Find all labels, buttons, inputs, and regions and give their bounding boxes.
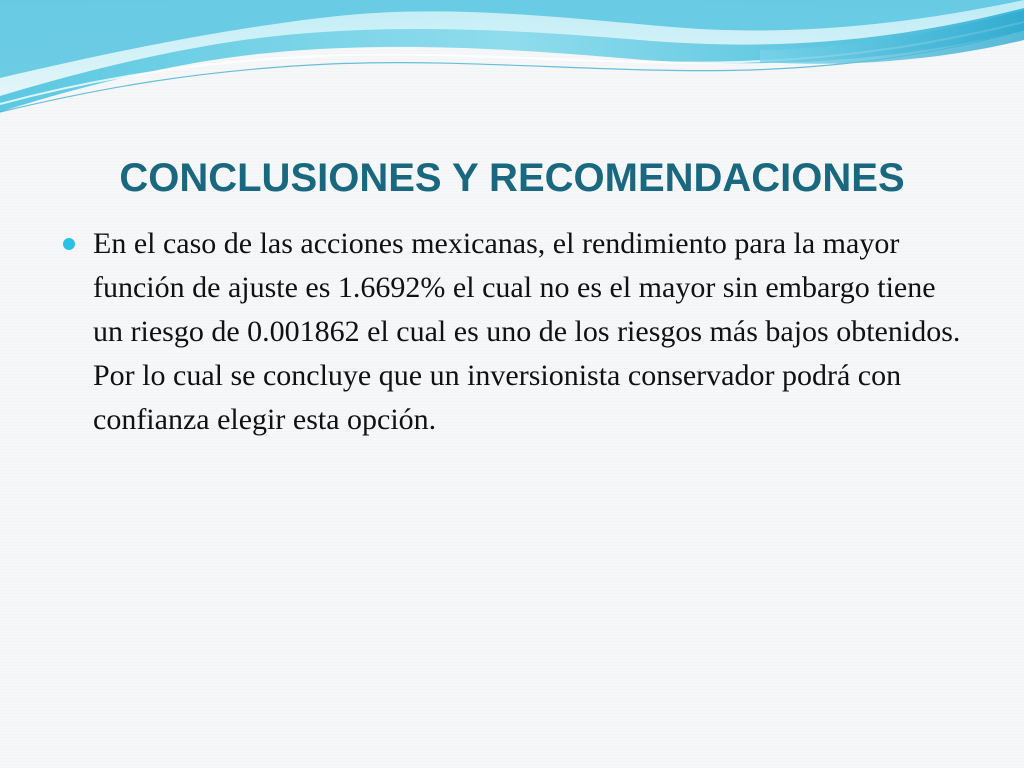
bullet-dot-icon [63,238,75,250]
decorative-wave-header [0,0,1024,130]
bullet-text: En el caso de las acciones mexicanas, el rendimiento para la mayor función de ajuste es 1.6692% el cual no es el mayor sin embargo tiene un riesgo de 0.001862 el cual es uno de los riesgos más bajos obtenidos. Por lo cual se concluye que un inversionista conservador podrá con confianza elegir esta opción. [93,227,961,436]
slide-title: CONCLUSIONES Y RECOMENDACIONES [119,156,905,200]
bullet-list [62,222,962,442]
bullet-item [62,222,962,442]
